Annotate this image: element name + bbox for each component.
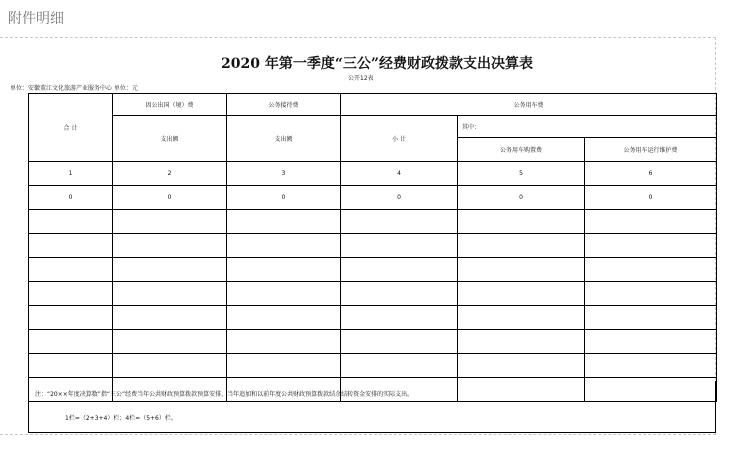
header-vehicle-purchase: 公务用车购置费: [458, 138, 585, 162]
report-title: 2020 年第一季度“三公”经费财政拨款支出决算表: [221, 56, 533, 72]
header-total: 合 计: [29, 94, 113, 162]
attachment-label: 附件明细: [8, 11, 64, 27]
expenditure-table: [28, 93, 717, 402]
index-cell: 3: [227, 162, 341, 186]
header-reception-spent: 支出额: [227, 116, 341, 162]
table-row: [29, 210, 717, 234]
header-subtotal: 小 计: [341, 116, 458, 162]
index-cell: 4: [341, 162, 458, 186]
header-travel-spent: 支出额: [113, 116, 227, 162]
index-cell: 1: [29, 162, 113, 186]
value-cell: 0: [227, 186, 341, 210]
header-vehicle: 公务用车费: [341, 94, 717, 116]
header-vehicle-operation: 公务用车运行维护费: [585, 138, 717, 162]
table-row: [29, 258, 717, 282]
index-cell: 2: [113, 162, 227, 186]
note-line-1: 注：“20××年度决算数”指“三公”经费当年公共财政预算拨款预算安排、当年追加和以前年度公共财政预算拨款结余结转资金安排的实际支出。: [35, 391, 414, 398]
unit-line: 单位：安徽董江文化旅游产业服务中心 单位：元: [10, 85, 138, 92]
header-overseas-travel: 因公出国（境）费: [113, 94, 227, 116]
header-reception: 公务接待费: [227, 94, 341, 116]
table-row: [29, 186, 717, 210]
value-cell: 0: [458, 186, 585, 210]
header-including: 其中：: [458, 116, 717, 138]
value-cell: 0: [113, 186, 227, 210]
value-cell: 0: [29, 186, 113, 210]
table-number: 公开12表: [348, 75, 374, 82]
index-cell: 6: [585, 162, 717, 186]
index-cell: 5: [458, 162, 585, 186]
table-row: [29, 234, 717, 258]
table-row: [29, 354, 717, 378]
value-cell: 0: [341, 186, 458, 210]
table-row: [29, 306, 717, 330]
table-row: [29, 330, 717, 354]
table-row: [29, 162, 717, 186]
note-line-2: 1栏=（2+3+4）栏；4栏=（5+6）栏。: [65, 415, 177, 422]
value-cell: 0: [585, 186, 717, 210]
table-row: [29, 282, 717, 306]
notes-box: [28, 381, 716, 433]
